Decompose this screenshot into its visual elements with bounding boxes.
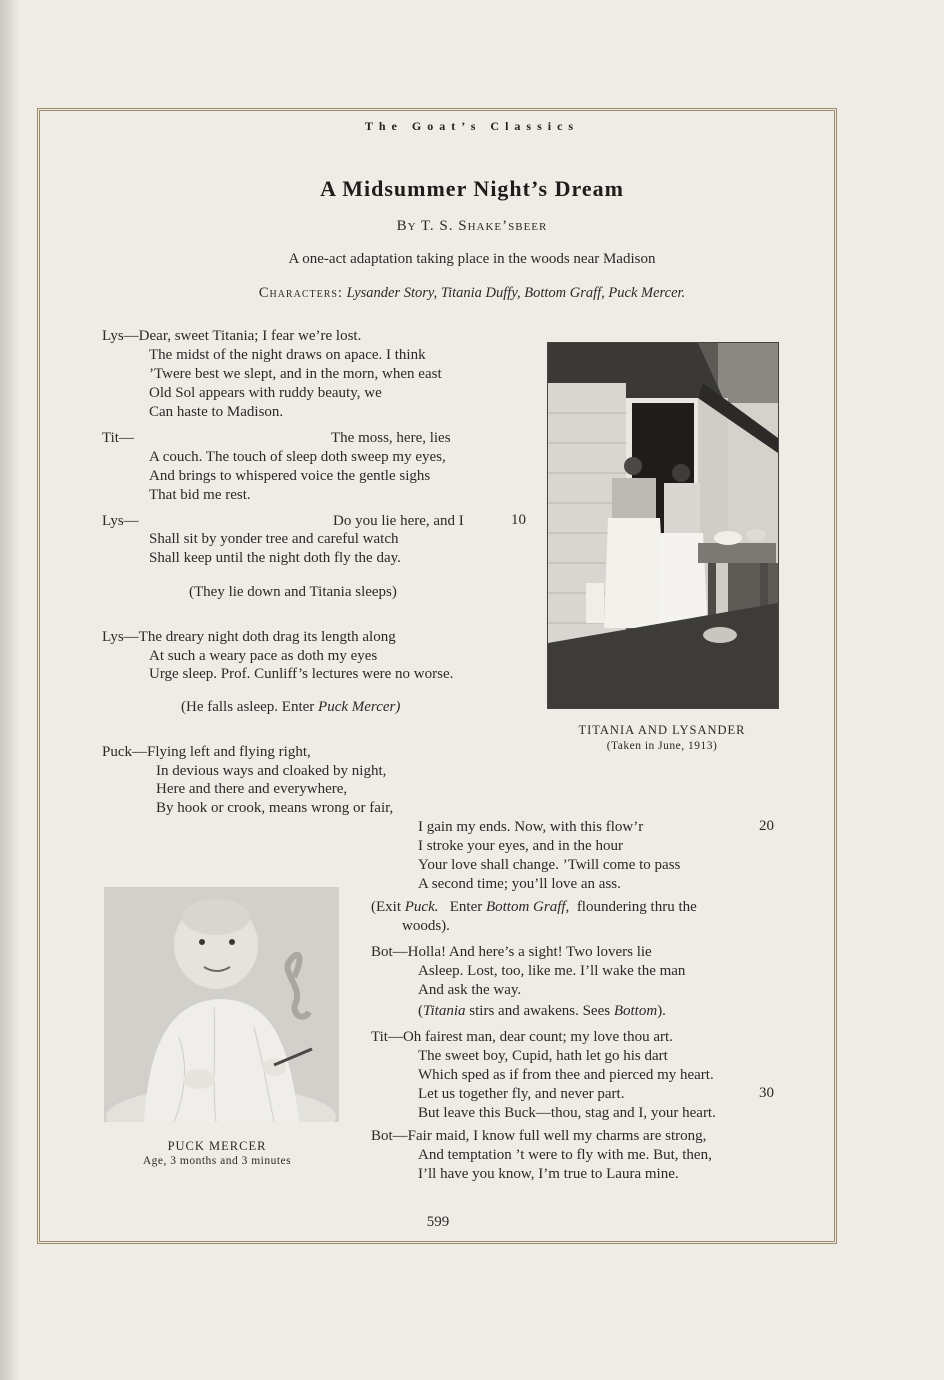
verse-line: Lys—The dreary night doth drag its length along: [102, 629, 396, 645]
byline: [0, 218, 944, 235]
verse-line: Shall sit by yonder tree and careful watch: [149, 531, 399, 547]
stage-direction: (They lie down and Titania sleeps): [189, 584, 397, 600]
stage-direction-text: woods).: [402, 918, 450, 934]
photo-titania-and-lysander: [547, 342, 779, 709]
stage-direction-text: Enter: [449, 899, 483, 915]
verse-line: Tit—Oh fairest man, dear count; my love thou art.: [371, 1029, 673, 1045]
stage-direction-text: floundering thru the: [576, 899, 697, 915]
stage-direction-text: (Exit: [371, 899, 401, 915]
verse-line: And brings to whispered voice the gentle sighs: [149, 468, 431, 484]
verse-line: Old Sol appears with ruddy beauty, we: [149, 385, 382, 401]
stage-direction-name: Titania: [423, 1003, 466, 1019]
stage-direction-name: Puck.: [404, 899, 439, 915]
subtitle: A one-act adaptation taking place in the woods near Madison: [288, 251, 656, 267]
stage-direction: [371, 898, 775, 917]
page-number: 599: [426, 1214, 450, 1230]
verse-line: Puck—Flying left and flying right,: [102, 744, 311, 760]
character-titania: Titania Duffy,: [440, 285, 521, 301]
line-number: 30: [759, 1085, 774, 1101]
character-lysander: Lysander Story,: [346, 285, 438, 301]
verse-line: The moss, here, lies: [331, 430, 451, 446]
verse-line: That bid me rest.: [149, 487, 251, 503]
verse-line: Asleep. Lost, too, like me. I’ll wake the man: [418, 963, 686, 979]
verse-line: Bot—Holla! And here’s a sight! Two lovers lie: [371, 944, 652, 960]
photo-caption: TITANIA AND LYSANDER: [578, 723, 746, 737]
line-number: 10: [511, 512, 526, 528]
stage-direction-text: stirs and awakens. Sees: [469, 1003, 611, 1019]
verse-line: I stroke your eyes, and in the hour: [418, 838, 623, 854]
stage-direction-name: Bottom: [613, 1003, 658, 1019]
line-number: 20: [759, 818, 774, 834]
verse-line: By hook or crook, means wrong or fair,: [156, 800, 394, 816]
stage-direction-text: ).: [657, 1003, 666, 1019]
photo-illustration: [104, 887, 339, 1122]
verse-line: Your love shall change. ’Twill come to pass: [418, 857, 681, 873]
photo-puck-mercer: [104, 887, 339, 1122]
photo-subcaption: (Taken in June, 1913): [606, 740, 718, 752]
verse-line: I gain my ends. Now, with this flow’r: [418, 819, 644, 835]
verse-line: Bot—Fair maid, I know full well my charms are strong,: [371, 1128, 707, 1144]
speaker-tag: Tit—: [102, 430, 134, 446]
characters-list: [0, 285, 944, 302]
verse-line: Here and there and everywhere,: [156, 781, 348, 797]
author-name: T. S. Shake’sbeer: [420, 218, 548, 234]
verse-line: The sweet boy, Cupid, hath let go his dart: [418, 1048, 668, 1064]
verse-line: Do you lie here, and I: [333, 513, 464, 529]
verse-line: I’ll have you know, I’m true to Laura mine.: [418, 1166, 679, 1182]
verse-line: At such a weary pace as doth my eyes: [149, 648, 378, 664]
stage-direction-name: Puck Mercer): [318, 699, 401, 715]
verse-line: Can haste to Madison.: [149, 404, 284, 420]
page-gutter-shadow: [0, 0, 20, 1380]
photo-caption: PUCK MERCER: [167, 1139, 267, 1153]
byline-prefix: By: [396, 218, 417, 234]
verse-line: And temptation ’t were to fly with me. But, then,: [418, 1147, 712, 1163]
verse-line: But leave this Buck—thou, stag and I, your heart.: [418, 1105, 716, 1121]
running-header: The Goat’s Classics: [364, 119, 580, 133]
stage-direction: [181, 698, 400, 717]
verse-line: A second time; you’ll love an ass.: [418, 876, 621, 892]
verse-line: ’Twere best we slept, and in the morn, when east: [149, 366, 442, 382]
character-puck: Puck Mercer.: [608, 285, 686, 301]
photo-illustration: [548, 343, 778, 708]
verse-line: The midst of the night draws on apace. I think: [149, 347, 426, 363]
verse-line: Lys—Dear, sweet Titania; I fear we’re lost.: [102, 328, 362, 344]
characters-label: Characters:: [258, 285, 343, 301]
verse-line: And ask the way.: [418, 982, 522, 998]
verse-line: In devious ways and cloaked by night,: [156, 763, 387, 779]
photo-subcaption: Age, 3 months and 3 minutes: [142, 1155, 292, 1167]
page-title: A Midsummer Night’s Dream: [320, 176, 624, 201]
verse-line: A couch. The touch of sleep doth sweep my eyes,: [149, 449, 446, 465]
stage-direction-text: (He falls asleep. Enter: [181, 699, 315, 715]
stage-direction: [418, 1002, 666, 1021]
character-bottom: Bottom Graff,: [524, 285, 605, 301]
verse-line: Urge sleep. Prof. Cunliff’s lectures were no worse.: [149, 666, 454, 682]
stage-direction-name: Bottom Graff,: [485, 899, 570, 915]
verse-line: Shall keep until the night doth fly the day.: [149, 550, 401, 566]
verse-line: Which sped as if from thee and pierced my heart.: [418, 1067, 714, 1083]
stage-direction-text: (: [418, 1003, 423, 1019]
speaker-tag: Lys—: [102, 513, 139, 529]
verse-line: Let us together fly, and never part.: [418, 1086, 625, 1102]
